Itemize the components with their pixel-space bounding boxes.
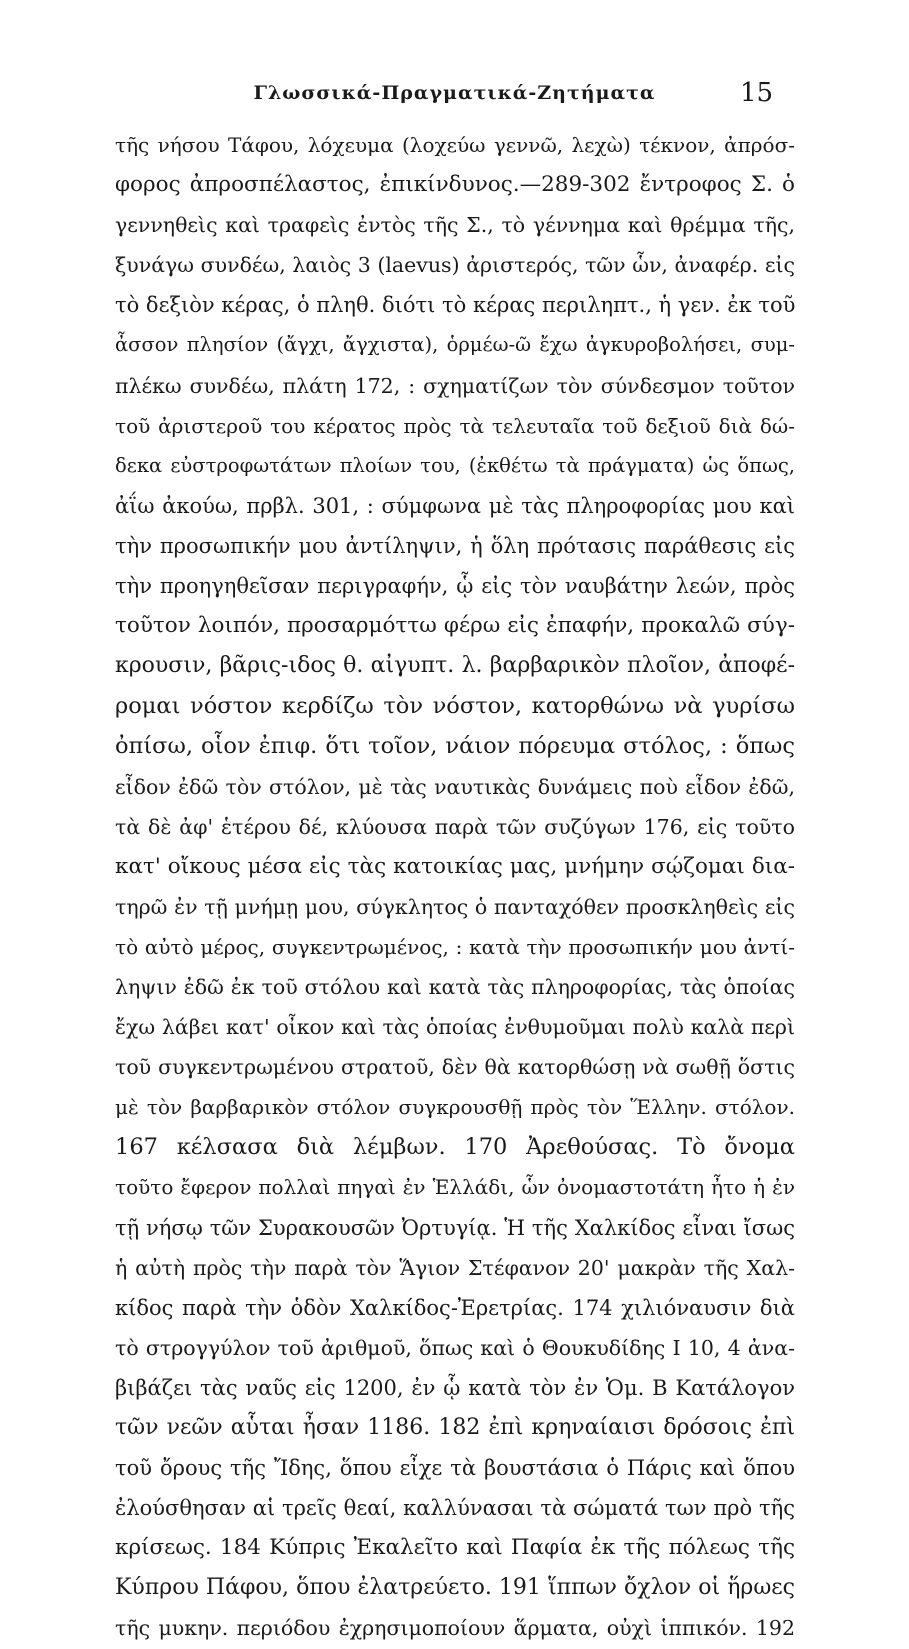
text-line: ἡ αὐτὴ πρὸς τὴν παρὰ τὸν Ἅγιον Στέφανον 20' μακρὰν τῆς Χαλ- [115,1255,795,1280]
text-line: μὲ τὸν βαρβαρικὸν στόλον συγκρουσθῇ πρὸς τὸν Ἕλλην. στόλον. [115,1095,795,1120]
text-line: κρίσεως. 184 Κύπρις Ἐκαλεῖτο καὶ Παφία ἐκ τῆς πόλεως τῆς [115,1535,795,1561]
text-line: δεκα εὐστροφωτάτων πλοίων του, (ἐκθέτω τὰ πράγματα) ὡς ὅπως, [115,453,795,477]
text-line: τῇ νήσῳ τῶν Συρακουσῶν Ὀρτυγίᾳ. Ἡ τῆς Χαλκίδος εἶναι ἴσως [115,1215,795,1240]
text-line: ληψιν ἐδῶ ἐκ τοῦ στόλου καὶ κατὰ τὰς πληροφορίας, τὰς ὁποίας [115,974,795,999]
text-line: ξυνάγω συνδέω, λαιὸς 3 (laevus) ἀριστερός, τῶν ὧν, ἀναφέρ. εἰς [115,253,795,278]
text-line: τοῦ ὄρους τῆς Ἴδης, ὅπου εἶχε τὰ βουστάσια ὁ Πάρις καὶ ὅπου [115,1456,795,1481]
text-line: τὰ δὲ ἀφ' ἑτέρου δέ, κλύουσα παρὰ τῶν συζύγων 176, εἰς τοῦτο [115,814,795,839]
page-number: 15 [740,78,774,108]
text-line: Κύπρου Πάφου, ὅπου ἐλατρεύετο. 191 ἵππων ὄχλον οἱ ἥρωες [115,1575,795,1601]
text-line: τὸ δεξιὸν κέρας, ὁ πληθ. διότι τὸ κέρας περιληπτ., ἡ γεν. ἐκ τοῦ [115,293,796,318]
text-line: τοῦ ἀριστεροῦ του κέρατος πρὸς τὰ τελευταῖα τοῦ δεξιοῦ διὰ δώ- [115,413,795,438]
text-line: πλέκω συνδέω, πλάτη 172, : σχηματίζων τὸν σύνδεσμον τοῦτον [115,373,795,398]
text-line: κρουσιν, βᾶρις-ιδος θ. αἰγυπτ. λ. βαρβαρικὸν πλοῖον, ἀποφέ- [115,653,795,679]
text-line: τὴν προσωπικήν μου ἀντίληψιν, ἡ ὅλη πρότασις παράθεσις εἰς [115,533,795,558]
text-line: τὸ στρογγύλον τοῦ ἀριθμοῦ, ὅπως καὶ ὁ Θουκυδίδης I 10, 4 ἀνα- [115,1335,795,1360]
text-line: ἔχω λάβει κατ' οἶκον καὶ τὰς ὁποίας ἐνθυμοῦμαι πολὺ καλὰ περὶ [115,1015,795,1040]
text-line: ὀπίσω, οἷον ἐπιφ. ὅτι τοῖον, νάιον πόρευμα στόλος, : ὅπως [115,733,795,760]
text-line: ἆσσον πλησίον (ἄγχι, ἄγχιστα), ὁρμέω-ῶ ἔχω ἀγκυροβολήσει, συμ- [115,333,795,357]
text-line: 167 κέλσασα διὰ λέμβων. 170 Ἀρεθούσας. Τὸ ὄνομα [115,1134,795,1161]
text-line: ἀΐω ἀκούω, πρβλ. 301, : σύμφωνα μὲ τὰς πληροφορίας μου καὶ [115,493,795,518]
text-line: φορος ἀπροσπέλαστος, ἐπικίνδυνος.—289-302 ἔντροφος Σ. ὁ [115,172,795,198]
running-header: Γλωσσικά-Πραγματικά-Ζητήματα [253,82,656,104]
text-line: τὴν προηγηθεῖσαν περιγραφήν, ᾧ εἰς τὸν ναυβάτην λεών, πρὸς [115,574,795,599]
text-line: ρομαι νόστον κερδίζω τὸν νόστον, κατορθώνω νὰ γυρίσω [115,693,795,720]
text-line: βιβάζει τὰς ναῦς εἰς 1200, ἐν ᾧ κατὰ τὸν ἐν Ὁμ. B Κατάλογον [115,1375,795,1400]
text-line: τῆς μυκην. περιόδου ἐχρησιμοποίουν ἅρματα, οὐχὶ ἱππικόν. 192 [115,1616,795,1641]
text-line: ἐλούσθησαν αἱ τρεῖς θεαί, καλλύνασαι τὰ σώματά των πρὸ τῆς [115,1496,795,1521]
text-line: τοῦτο ἔφερον πολλαὶ πηγαὶ ἐν Ἑλλάδι, ὧν ὀνομαστοτάτη ἦτο ἡ ἐν [115,1175,795,1200]
text-line: γεννηθεὶς καὶ τραφεὶς ἐντὸς τῆς Σ., τὸ γέννημα καὶ θρέμμα τῆς, [115,213,795,238]
text-line: κατ' οἴκους μέσα εἰς τὰς κατοικίας μας, μνήμην σῴζομαι δια- [115,853,795,879]
text-line: τοῦτον λοιπόν, προσαρμόττω φέρω εἰς ἐπαφήν, προκαλῶ σύγ- [115,613,795,639]
commentary-text [115,125,795,1649]
text-line: τηρῶ ἐν τῇ μνήμῃ μου, σύγκλητος ὁ πανταχόθεν προσκληθεὶς εἰς [115,894,795,919]
text-line: κίδος παρὰ τὴν ὁδὸν Χαλκίδος-Ἐρετρίας. 174 χιλιόναυσιν διὰ [115,1295,795,1320]
text-line: τοῦ συγκεντρωμένου στρατοῦ, δὲν θὰ κατορθώσῃ νὰ σωθῇ ὅστις [115,1055,795,1080]
text-line: τὸ αὐτὸ μέρος, συγκεντρωμένος, : κατὰ τὴν προσωπικήν μου ἀντί- [115,934,795,959]
text-line: τῶν νεῶν αὗται ἦσαν 1186. 182 ἐπὶ κρηναίαισι δρόσοις ἐπὶ [115,1415,795,1440]
text-line: τῆς νήσου Τάφου, λόχευμα (λοχεύω γεννῶ, λεχὼ) τέκνον, ἀπρόσ- [115,133,795,157]
text-line: εἶδον ἐδῶ τὸν στόλον, μὲ τὰς ναυτικὰς δυνάμεις ποὺ εἶδον ἐδῶ, [115,774,795,799]
